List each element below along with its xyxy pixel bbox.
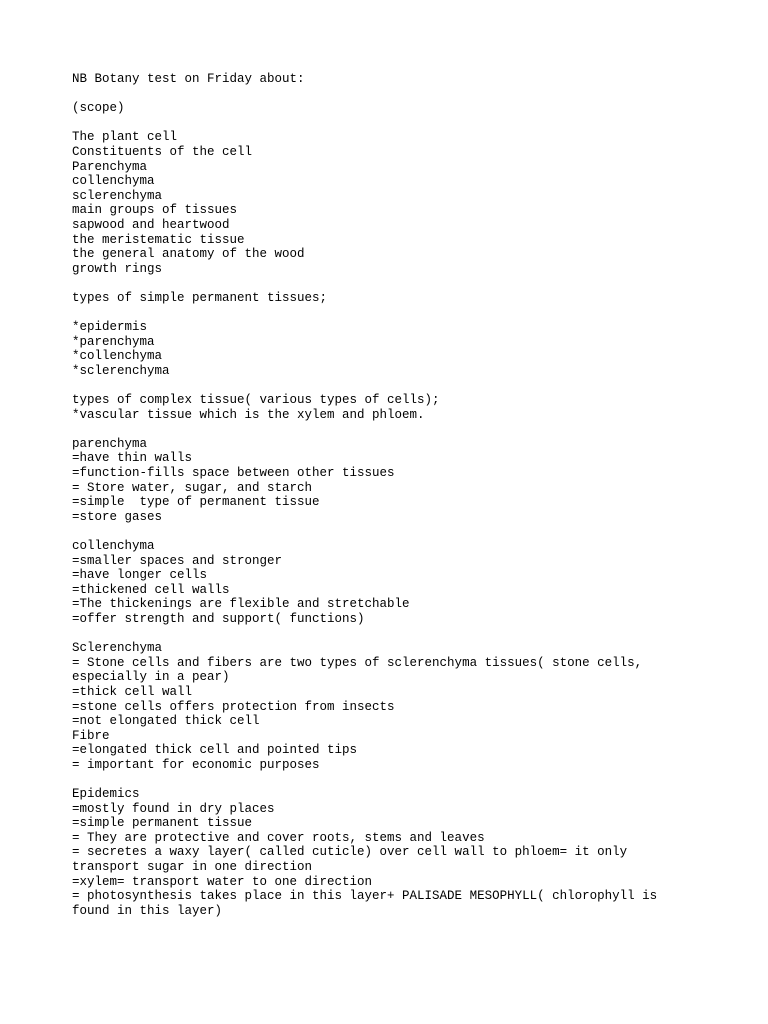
- text-line: = They are protective and cover roots, stems and leaves: [72, 830, 485, 845]
- text-line: =simple type of permanent tissue: [72, 495, 320, 510]
- text-line: transport sugar in one direction: [72, 860, 313, 875]
- text-line: =offer strength and support( functions): [72, 611, 365, 626]
- blank-line: [72, 422, 672, 437]
- text-line: = Store water, sugar, and starch: [72, 480, 313, 495]
- text-line: *vascular tissue which is the xylem and phloem.: [72, 407, 425, 422]
- list-item: *sclerenchyma: [72, 363, 170, 378]
- text-line: types of complex tissue( various types of cells);: [72, 393, 440, 408]
- text-line: =function-fills space between other tissues: [72, 466, 395, 481]
- topic-item: Constituents of the cell: [72, 144, 253, 159]
- section-title: collenchyma: [72, 539, 155, 553]
- document-body: [72, 72, 672, 918]
- topic-item: the meristematic tissue: [72, 232, 245, 247]
- topic-item: collenchyma: [72, 174, 155, 189]
- parenchyma-section: [72, 437, 672, 525]
- blank-line: [72, 378, 672, 393]
- topic-item: main groups of tissues: [72, 203, 238, 218]
- text-line: = Stone cells and fibers are two types of sclerenchyma tissues( stone cells,: [72, 655, 643, 670]
- topic-item: the general anatomy of the wood: [72, 247, 305, 262]
- blank-line: [72, 276, 672, 291]
- text-line: =have longer cells: [72, 568, 208, 583]
- list-item: *epidermis: [72, 320, 148, 335]
- text-line: =have thin walls: [72, 451, 193, 466]
- topic-item: Parenchyma: [72, 159, 148, 174]
- text-line: = secretes a waxy layer( called cuticle) over cell wall to phloem= it only: [72, 845, 628, 860]
- text-line: Fibre: [72, 728, 110, 743]
- list-item: *parenchyma: [72, 334, 155, 349]
- section-title: Epidemics: [72, 787, 140, 802]
- text-line: =store gases: [72, 509, 163, 524]
- blank-line: [72, 306, 672, 321]
- blank-line: [72, 773, 672, 788]
- text-line: =xylem= transport water to one direction: [72, 874, 373, 889]
- text-line: =simple permanent tissue: [72, 816, 253, 831]
- topic-item: sclerenchyma: [72, 188, 163, 203]
- topic-item: sapwood and heartwood: [72, 217, 230, 232]
- blank-line: [72, 627, 672, 642]
- list-item: *collenchyma: [72, 349, 163, 364]
- collenchyma-section: [72, 539, 672, 627]
- text-line: = photosynthesis takes place in this layer+ PALISADE MESOPHYLL( chlorophyll is: [72, 889, 658, 904]
- blank-line: [72, 524, 672, 539]
- text-line: =The thickenings are flexible and stretchable: [72, 597, 410, 612]
- blank-line: [72, 116, 672, 131]
- text-line: = important for economic purposes: [72, 757, 320, 772]
- text-line: =stone cells offers protection from insects: [72, 699, 395, 714]
- scope-label: (scope): [72, 101, 125, 116]
- complex-tissue-section: [72, 393, 672, 422]
- text-line: =thick cell wall: [72, 684, 193, 699]
- simple-permanent-section: [72, 291, 672, 379]
- epidemics-section: [72, 787, 672, 918]
- section-title: types of simple permanent tissues;: [72, 290, 328, 305]
- document-heading: NB Botany test on Friday about:: [72, 72, 305, 86]
- topic-item: growth rings: [72, 261, 163, 276]
- text-line: found in this layer): [72, 903, 223, 918]
- topics-list: [72, 130, 672, 276]
- text-line: =smaller spaces and stronger: [72, 553, 283, 568]
- section-title: parenchyma: [72, 436, 148, 451]
- text-line: =thickened cell walls: [72, 582, 230, 597]
- text-line: =not elongated thick cell: [72, 714, 260, 729]
- sclerenchyma-section: [72, 641, 672, 772]
- section-title: Sclerenchyma: [72, 641, 163, 656]
- text-line: =mostly found in dry places: [72, 801, 275, 816]
- blank-line: [72, 87, 672, 102]
- text-line: especially in a pear): [72, 670, 230, 685]
- text-line: =elongated thick cell and pointed tips: [72, 743, 358, 758]
- topic-item: The plant cell: [72, 130, 178, 145]
